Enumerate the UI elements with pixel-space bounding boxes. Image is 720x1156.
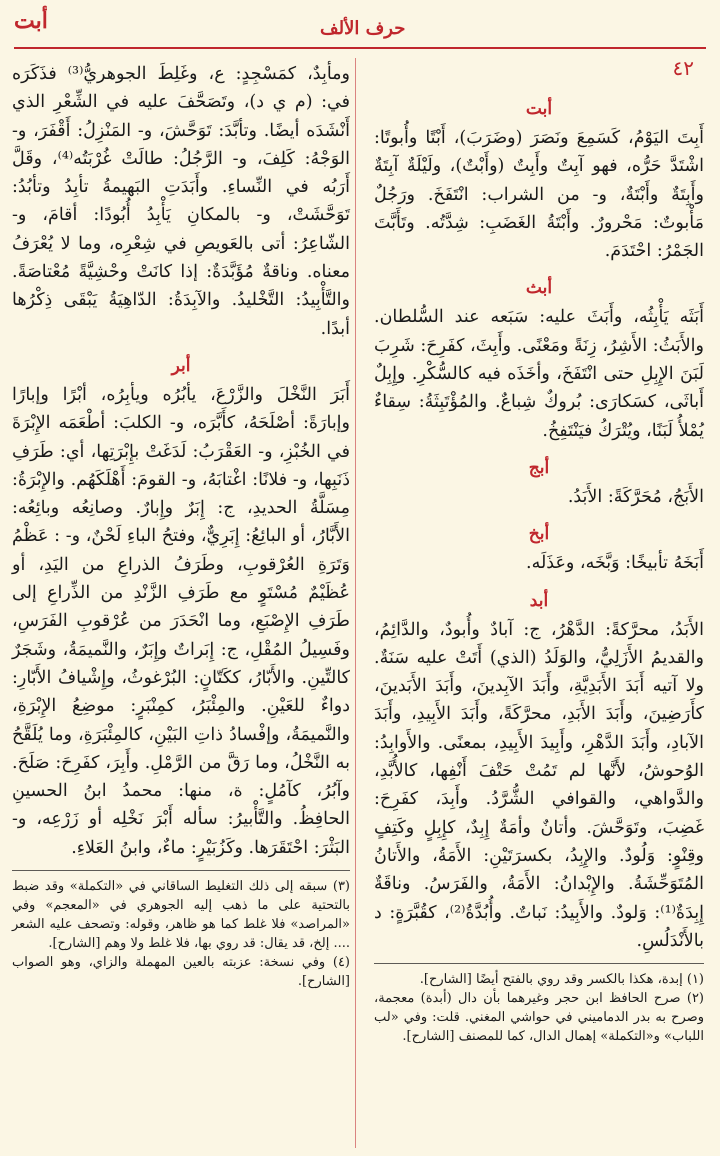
entry-heading: أبت bbox=[525, 99, 553, 119]
footnote-rule bbox=[374, 963, 704, 964]
header-section-title: حرف الألف bbox=[312, 18, 413, 39]
entry-heading: أبج bbox=[528, 457, 550, 478]
column-divider bbox=[355, 58, 356, 1148]
entry-abd-continued bbox=[12, 60, 350, 343]
page-header bbox=[0, 0, 720, 80]
entry-abr bbox=[12, 353, 350, 862]
left-column bbox=[12, 60, 350, 991]
entry-text: أَبِتَ اليَوْمُ، كَسَمِعَ ونَصَرَ (وضَرَبَ)، أَبْتًا وأُبوتًا: اشْتَدَّ حَرُّه، فهو آبِتٌ وأَبِتٌ (وأَبْتٌ)، ولَيْلَةٌ آبِتَةٌ وأَبِتَةٌ وأَبْتَةٌ، و- من الشراب: انْتَفَخَ. ورَجُلٌ مَأْبوتٌ: مَحْرورٌ. وأَبْتَةُ الغَضَبِ: شِدَّتُه. وتَأَبَّتَ الجَمْرُ: احْتَدَمَ. bbox=[374, 128, 704, 262]
entry-abj bbox=[374, 455, 704, 511]
footnote: (٣) سبقه إلى ذلك التغليط الساقاني في «التكملة» وقد ضبط بالتحتية على ما ذهب إليه الجوهري في «المعجم» وفي «المراصد» فلا غلط كما هو ظاهر، وقوله: وتصحف عليه الشعر .... إلخ، قد يقال: قد روي بها، فلا غلط ولا وهم [الشارح]. bbox=[12, 879, 350, 952]
footnote: (٢) صرح الحافظ ابن حجر وغيرهما بأن دال (أبدة) معجمة، وصرح به بدر الدماميني في حواشي المغني. قلت: وفي «لب اللباب» و«التكملة» إهمال الدال، كما للمصنف [الشارح]. bbox=[374, 991, 704, 1045]
entry-heading: أبد bbox=[529, 590, 549, 611]
entry-text: الأَبَدُ، محرَّكةً: الدَّهْرُ، ج: آبادٌ وأُبودٌ، والدَّائِمُ، والقديمُ الأَزَلِيُّ، والوَلَدُ (الذي) أَتَتْ عليه سَنَةٌ. ولا آتيه أَبَدَ الأَبَدِيَّةِ، وأَبَدَ الآبِدينَ، وأَبَدَ الأَبَدينَ، كأَرَضِينَ، وأَبَدَ الأَبَدِ، محرَّكَةً، وأَبَدَ الأَبِيدِ، وأَبَدَ الآبادِ، وأَبَدَ الدَّهْرِ، وأَبِيدَ الأَبِيدِ، بمعنًى. والأَوابِدُ: الوُحوشُ، لأَنَّها لم تَمُتْ حَتْفَ أَنْفِها، كالأُبَّدِ، والدَّواهي، والقوافي الشُّرَّدُ. وأَبِدَ، كفَرِحَ: غَضِبَ، وتَوَحَّشَ. وأتانٌ وأمَةٌ إِبِدٌ، كإِبِلٍ وكَتِفٍ وقِنْوٍ: وَلُودٌ. والإِبِدُ، بكسرَتَيْنِ: الأَمَةُ، والأَتانُ المُتَوَحِّشَةُ. والإِبْدانُ: الأَمَةُ، والفَرَسُ. وناقَةٌ إِبِدَةٌ⁽¹⁾: وَلودٌ. والأَبِيدُ: نَباتٌ. وأُبُدَّةُ⁽²⁾، كقُبَّرَةٍ: د بالأَنْدَلُسِ. bbox=[374, 619, 704, 951]
entry-heading: أبث bbox=[525, 278, 553, 299]
entry-abkh bbox=[374, 521, 704, 577]
footnote: (١) إبدة، هكذا بالكسر وقد روي بالفتح أيضًا [الشارح]. bbox=[419, 972, 704, 988]
entry-text: أَبَرَ النَّخْلَ والزَّرْعَ، يأبُرُه ويأبِرُه، أبْرًا وإبارًا وإبارَةً: أصْلَحَهُ، كأَبَّرَه، و- الكلبَ: أطْعَمَه الإِبْرَةَ في الخُبْزِ، و- العَقْرَبُ: لَدَغَتْ بإِبْرَتِها، أي: طَرَفِ ذَنَبِها، و- فلانًا: اغْتابَهُ، و- القومَ: أَهْلَكَهُم. والإِبْرَةُ: مِسَلَّةُ الحديدِ، ج: إِبَرٌ وإِبارٌ. وصانِعُه وبائِعُه: الأَبَّارُ، أو البائِعُ: إِبَرِيٌّ، وفتحُ الباءِ لَحْنٌ، و- : عَظْمُ وَتَرَةِ العُرْقوبِ، وطَرَفُ الذراعِ من اليَدِ، أو عُظَيْمٌ مُسْتَوٍ مع طَرَفِ الزَّنْدِ من الذِّراعِ إلى طَرَفِ الإِصْبَعِ، وما انْحَدَرَ من عُرْقوبِ الفَرَسِ، وفَسِيلُ المُقْلِ، ج: إِبَراتٌ وإِبَرٌ، والنَّميمَةُ، وشَجَرٌ كالتِّينِ. والأَبّارُ، ككَتّانٍ: البُرْغوثُ، وإِشْيافُ الأَبّارِ: دواءٌ للعَيْنِ. والمِئْبَرُ، كمِنْبَرٍ: موضِعُ الإِبْرَةِ، والنَّميمَةُ، وإفْسادُ ذاتِ البَيْنِ، كالمِئْبَرَةِ، وما يُلَقَّحُ به النَّخْلُ، وما رَقَّ من الرَّمْلِ. وأَبِرَ، كفَرِحَ: صَلَحَ. وآبُرُ، كآمُلٍ: ة، منها: محمدُ ابنُ الحسينِ الحافِظُ. والتَّأْبيرُ: سأله أَبْرَ نَخْلِه أو زَرْعِه، و- البَثْرَ: احْتَقَرَها. وكَزُبَيْرٍ: ماءٌ، وابنُ العَلاءِ. bbox=[12, 384, 350, 858]
footnote: (٤) وفي نسخة: عزبته بالعين المهملة والزاي، وهو الصواب [الشارح]. bbox=[12, 955, 350, 990]
entry-abd bbox=[374, 588, 704, 956]
entry-heading: أبخ bbox=[528, 524, 550, 545]
header-entry-word: أبت bbox=[14, 8, 48, 34]
entry-text: أَبَثَه يَأْبِثُه، وأَبَثَ عليه: سَبَعه عند السُّلطان. والأَبَثُ: الأَشِرُ، زِنَةً ومَعْنًى. وأَبِثَ، كفَرِحَ: شَرِبَ لَبَنَ الإِبِلِ حتى انْتَفَخَ، وأخَذَه فيه كالسُّكْرِ. وإِبِلٌ أَباثَى، كسَكارَى: بُروكٌ شِباعٌ. والمُؤْتَبِثَةُ: سِقاءٌ يُمْلأُ لَبَنًا، ويُتْرَكُ فيَنْتَفِخُ. bbox=[374, 307, 704, 441]
header-rule bbox=[14, 47, 706, 49]
entry-abt bbox=[374, 96, 704, 265]
footnote-rule bbox=[12, 870, 350, 871]
right-column bbox=[374, 86, 704, 1046]
entry-text: أَبَخَهُ تأبيخًا: وَبَّخَه، وعَذَلَه. bbox=[526, 553, 704, 574]
entry-abth bbox=[374, 275, 704, 444]
entry-heading: أبر bbox=[171, 355, 191, 376]
entry-text: ومأبِدٌ، كمَسْجِدٍ: ع، وغَلِطَ الجوهريُّ⁽³⁾ فذَكَرَه في: (م ي د)، وتَصَحَّفَ عليه في الشِّعْرِ الذي أَنْشَدَه أيضًا. وتأبَّدَ: تَوَحَّشَ، و- المَنْزِلُ: أَقْفَرَ، و- الوَجْهُ: كَلِفَ، و- الرَّجُلُ: طالَتْ غُرْبَتُه⁽⁴⁾، وقَلَّ أَرَبُه في النِّساءِ. وأَبَدَتِ البَهيمةُ تأبِدُ وتأبُدُ: تَوَحَّشَتْ، و- بالمكانِ يَأْبِدُ أُبُودًا: أقامَ، و- الشّاعِرُ: أتى بالعَويصِ في شِعْرِه، وما لا يُعْرَفُ معناه. وناقةٌ مُؤَبَّدَةٌ: إذا كانَتْ وحْشِيَّةً مُعْتاصَةً. والتَّأْبِيدُ: التَّخْليدُ. والآبِدَةُ: الدّاهِيَةُ يَبْقَى ذِكْرُها أبدًا. bbox=[12, 64, 350, 339]
entry-text: الأَبَجُ، مُحَرَّكَةً: الأَبَدُ. bbox=[567, 486, 704, 507]
page-number: ٤٢ bbox=[672, 56, 694, 80]
